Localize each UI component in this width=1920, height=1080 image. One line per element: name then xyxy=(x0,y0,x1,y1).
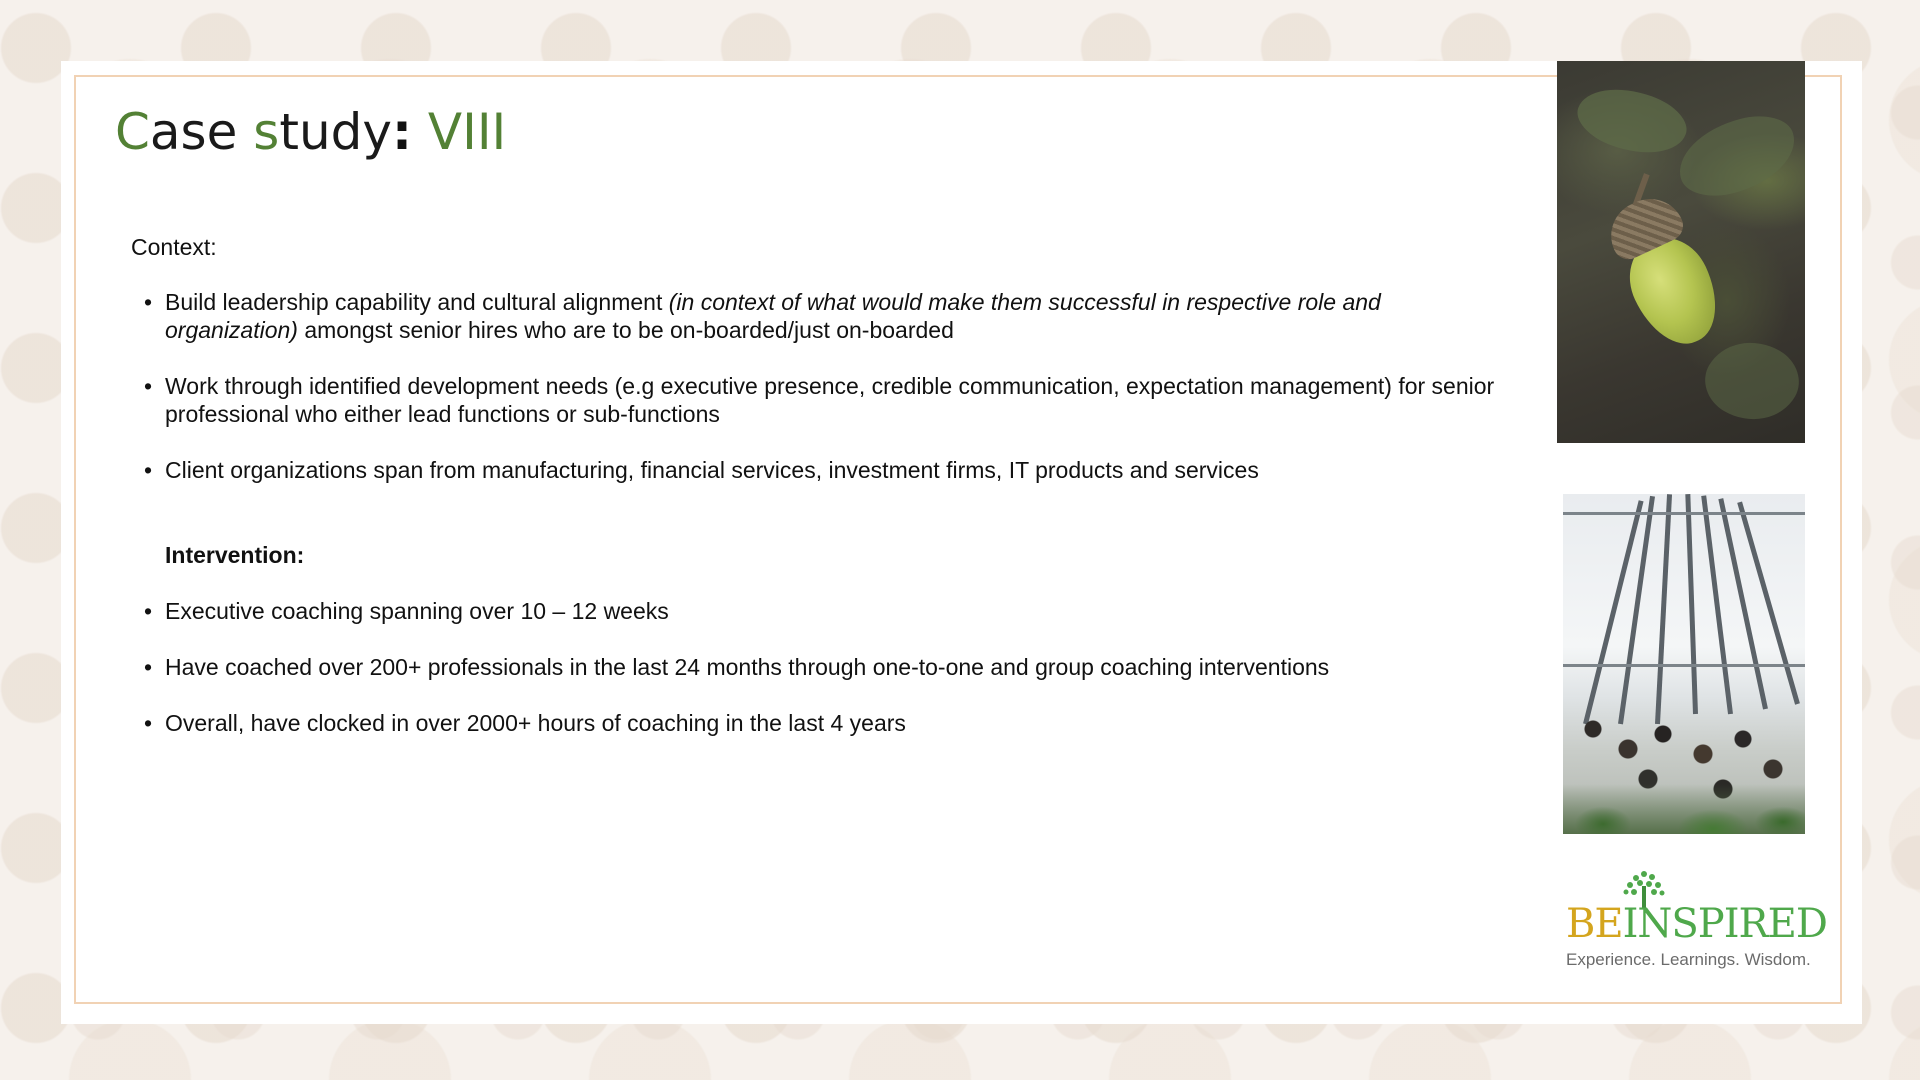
window-beam xyxy=(1685,494,1698,714)
context-heading: Context: xyxy=(131,234,217,260)
bullet-dot: • xyxy=(144,373,153,399)
leaf-shape xyxy=(1693,324,1805,438)
title-number: VIII xyxy=(411,103,507,161)
bullet-dot: • xyxy=(144,457,153,483)
intervention-bullet-3 xyxy=(144,709,1495,737)
title-part-tudy: tudy xyxy=(279,103,392,161)
company-logo xyxy=(1560,868,1827,978)
leaf-shape xyxy=(1570,74,1694,168)
context-bullet-1-italic: (in context of what would make them successful in respective role and organization) xyxy=(165,289,1381,343)
intervention-bullet-2-text: Have coached over 200+ professionals in the last 24 months through one-to-one and group coaching interventions xyxy=(165,654,1330,680)
context-bullet-2 xyxy=(144,372,1495,428)
acorn-photo xyxy=(1557,61,1805,443)
title-letter-s: s xyxy=(253,103,280,161)
bullet-dot: • xyxy=(144,710,153,736)
leaf-shape xyxy=(1670,107,1804,206)
intervention-bullet-3-text: Overall, have clocked in over 2000+ hours of coaching in the last 4 years xyxy=(165,710,906,736)
logo-wordmark xyxy=(1566,902,1827,946)
context-bullet-3 xyxy=(144,456,1495,484)
window-beam xyxy=(1655,494,1672,724)
bullet-dot: • xyxy=(144,654,153,680)
roof-rail xyxy=(1563,512,1805,515)
intervention-bullet-1-text: Executive coaching spanning over 10 – 12 weeks xyxy=(165,598,669,624)
context-bullet-1-text-b: amongst senior hires who are to be on-boarded/just on-boarded xyxy=(297,317,954,343)
title-letter-c: C xyxy=(115,103,150,161)
context-bullet-1-text-a: Build leadership capability and cultural alignment xyxy=(165,289,669,315)
logo-be: BE xyxy=(1566,901,1623,947)
office-photo xyxy=(1563,494,1805,834)
title-part-ase: ase xyxy=(149,103,254,161)
context-bullet-1 xyxy=(144,288,1495,344)
balcony-rail xyxy=(1563,664,1805,667)
title-colon: : xyxy=(391,103,412,161)
logo-inspired: INSPIRED xyxy=(1622,901,1827,947)
intervention-bullet-2 xyxy=(144,653,1495,681)
intervention-bullet-1 xyxy=(144,597,1495,625)
bullet-dot: • xyxy=(144,289,153,315)
bullet-dot: • xyxy=(144,598,153,624)
logo-tagline: Experience. Learnings. Wisdom. xyxy=(1566,950,1811,969)
window-beam xyxy=(1618,496,1655,724)
context-bullet-3-text: Client organizations span from manufacturing, financial services, investment firms, IT products and services xyxy=(165,457,1259,483)
context-bullet-2-text: Work through identified development needs (e.g executive presence, credible communication, expectation management) for senior professional who either lead functions or sub-functions xyxy=(165,373,1495,427)
plants xyxy=(1563,784,1805,834)
window-beam xyxy=(1737,501,1800,704)
intervention-heading: Intervention: xyxy=(165,542,305,568)
